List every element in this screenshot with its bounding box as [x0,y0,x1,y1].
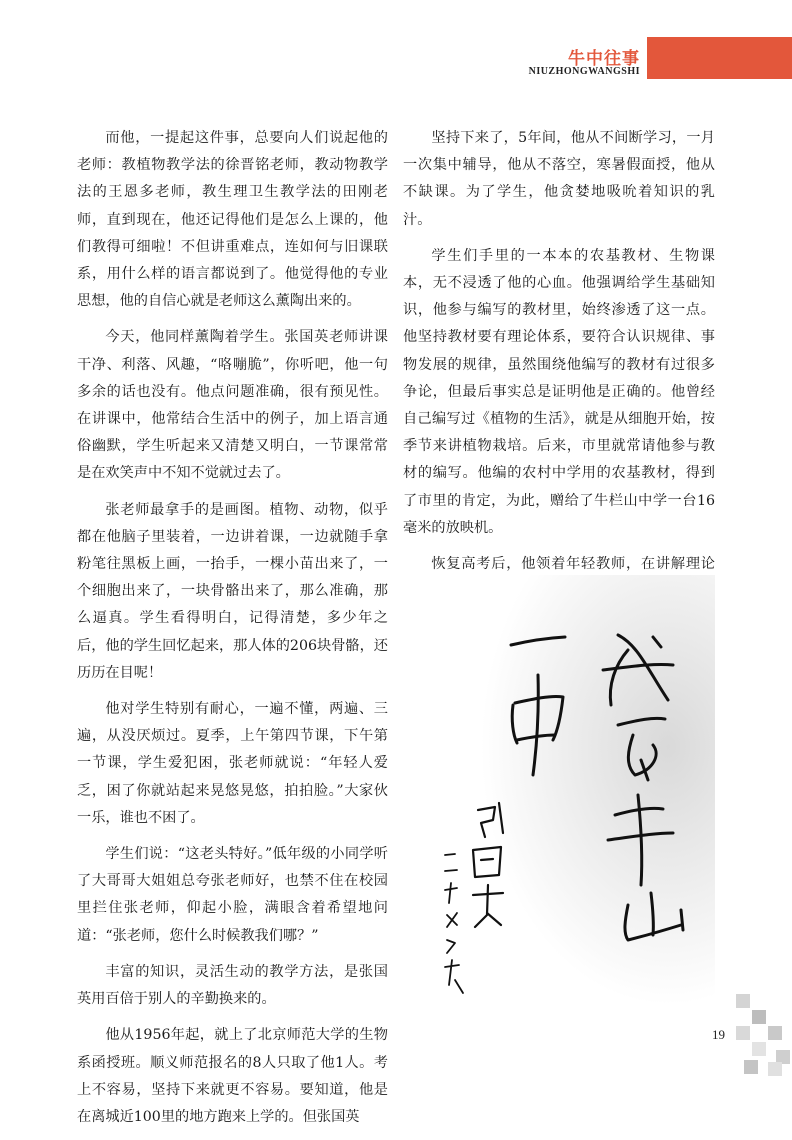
paragraph: 而他，一提起这件事，总要向人们说起他的老师：教植物教学法的徐晋铭老师，教动物教学法的王恩多老师，教生理卫生教学法的田刚老师，直到现在，他还记得他们是怎么上课的，他们教得可细啦！不但讲重难点，连如何与旧课联系，用什么样的语言都说到了。他觉得他的专业思想，他的自信心就是老师这么薰陶出来的。 [77,130,388,310]
calligraphy-image [403,575,715,1005]
deco-square [744,1060,758,1074]
paragraph: 今天，他同样薰陶着学生。张国英老师讲课干净、利落、风趣，“咯嘣脆”，你听吧，他一句多余的话也没有。他点问题准确，很有预见性。在讲课中，他常结合生活中的例子，加上语言通俗幽默，学生听起来又清楚又明白，一节课常常是在欢笑声中不知不觉就过去了。 [77,329,388,482]
deco-square [736,994,750,1008]
section-title-pinyin: NIUZHONGWANGSHI [528,66,640,77]
header-accent-bar [647,37,792,79]
paragraph: 恢复高考后，他领着年轻教师，在讲解理论 [431,556,715,573]
section-title: 牛中往事 [568,49,640,69]
paragraph: 坚持下来了，5年间，他从不间断学习，一月一次集中辅导，他从不落空，寒暑假面授，他从不缺课。为了学生，他贪婪地吸吮着知识的乳汁。 [403,130,715,228]
paragraph: 他从1956年起，就上了北京师范大学的生物系函授班。顺义师范报名的8人只取了他1人。考上不容易，坚持下来就更不容易。要知道，他是在离城近100里的地方跑来上学的。但张国英 [77,1027,388,1125]
deco-square [768,1062,782,1076]
paragraph: 丰富的知识，灵活生动的教学方法，是张国英用百倍于别人的辛勤换来的。 [77,963,388,1008]
page-number: 19 [712,1027,725,1042]
paragraph: 张老师最拿手的是画图。植物、动物，似乎都在他脑子里装着，一边讲着课，一边就随手拿粉笔往黑板上画，一抬手，一棵小苗出来了，一个细胞出来了，一块骨骼出来了，那么准确，那么逼真。学生看得明白，记得清楚，多少年之后，他的学生回忆起来，那人体的206块骨骼，还历历在目呢！ [77,501,388,681]
deco-square [768,1026,782,1040]
paragraph: 他对学生特别有耐心，一遍不懂，两遍、三遍，从没厌烦过。夏季，上午第四节课，下午第一节课，学生爱犯困，张老师就说：“年轻人爱乏，困了你就站起来晃悠晃悠，拍拍脸。”大家伙一乐，谁也不困了。 [77,701,388,826]
deco-square [752,1042,766,1056]
deco-square [752,1010,766,1024]
paragraph: 学生们说：“这老头特好。”低年级的小同学听了大哥哥大姐姐总夸张老师好，也禁不住在校园里拦住张老师，仰起小脸，满眼含着希望地问道：“张老师，您什么时候教我们哪？” [77,846,388,944]
decorative-squares [730,990,792,1077]
left-column [77,125,388,1140]
calligraphy-drawing [403,575,715,1005]
paragraph: 学生们手里的一本本的农基教材、生物课本，无不浸透了他的心血。他强调给学生基础知识，他参与编写的教材里，始终渗透了这一点。他坚持教材要有理论体系，要符合认识规律、事物发展的规律，虽然围绕他编写的教材有过很多争论，但最后事实总是证明他是正确的。他曾经自己编写过《植物的生活》，就是从细胞开始，按季节来讲植物栽培。后来，市里就常请他参与教材的编写。他编的农村中学用的农基教材，得到了市里的肯定，为此，赠给了牛栏山中学一台16毫米的放映机。 [403,247,715,536]
deco-square [736,1026,750,1040]
right-column [403,125,715,614]
